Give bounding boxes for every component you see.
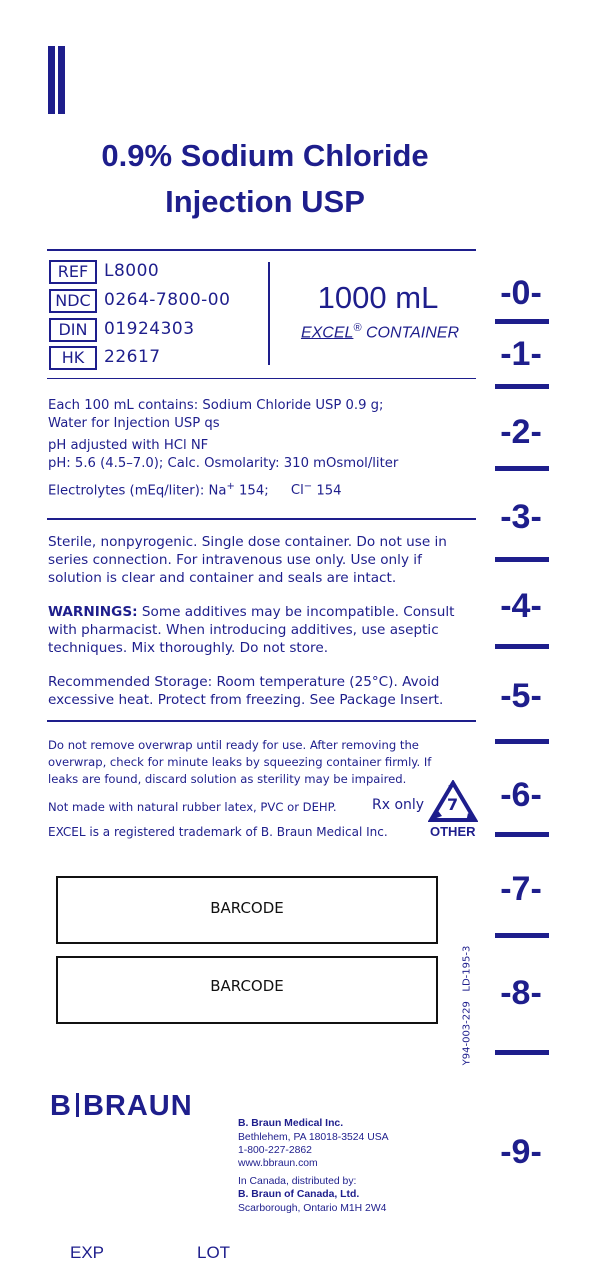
address-phone: 1-800-227-2862 [238, 1145, 312, 1156]
canada-city: Scarborough, Ontario M1H 2W4 [238, 1203, 387, 1214]
braun-logo [50, 1090, 193, 1123]
recycle-label: OTHER [430, 824, 476, 839]
graduation-8: -8- [500, 974, 542, 1012]
address-web: www.bbraun.com [238, 1158, 318, 1169]
canada-note: In Canada, distributed by: [238, 1176, 357, 1187]
code-divider-vertical [268, 262, 270, 365]
latex-statement: Not made with natural rubber latex, PVC or DEHP. [48, 800, 337, 814]
code-label-din: DIN [49, 318, 97, 342]
sterile-line3: solution is clear and container and seals are intact. [48, 570, 397, 586]
sodium-superscript: + [226, 481, 235, 492]
code-value-ndc: 0264-7800-00 [104, 290, 231, 310]
chloride-value: 154 [316, 483, 342, 499]
warnings-line3: techniques. Mix thoroughly. Do not store. [48, 640, 329, 656]
registered-mark: ® [353, 322, 362, 334]
braun-logo-name: BRAUN [82, 1090, 193, 1122]
product-title-line1: 0.9% Sodium Chloride [101, 138, 429, 173]
divider-after-storage [47, 720, 476, 722]
warnings-label: WARNINGS: [48, 604, 138, 620]
composition-line3: pH adjusted with HCl NF [48, 438, 209, 453]
code-value-hk: 22617 [104, 347, 161, 367]
canada-company: B. Braun of Canada, Ltd. [238, 1189, 360, 1200]
divider-after-composition [47, 518, 476, 520]
header-bar-left [48, 46, 55, 114]
divider-top [47, 249, 476, 251]
lot-label: LOT [197, 1243, 231, 1262]
graduation-7: -7- [500, 870, 542, 908]
recycle-symbol [428, 780, 478, 840]
sodium-value: 154; [239, 483, 269, 499]
sterile-line1: Sterile, nonpyrogenic. Single dose container. Do not use in [48, 534, 447, 550]
composition-line2: Water for Injection USP qs [48, 416, 220, 431]
barcode-box-2: BARCODE [56, 956, 438, 1024]
graduation-tick-2 [495, 384, 549, 389]
volume-amount: 1000 mL [317, 280, 439, 315]
exp-label: EXP [70, 1243, 105, 1262]
code-label-ref: REF [49, 260, 97, 284]
excel-wordmark: EXCEL [300, 324, 354, 342]
graduation-tick-3 [495, 466, 549, 471]
recycle-number: 7 [447, 795, 459, 814]
address-company: B. Braun Medical Inc. [238, 1118, 344, 1129]
composition-line4: pH: 5.6 (4.5–7.0); Calc. Osmolarity: 310 mOsmol/liter [48, 456, 399, 471]
overwrap-line2: overwrap, check for minute leaks by squeezing container firmly. If [48, 755, 432, 769]
overwrap-line3: leaks are found, discard solution as sterility may be impaired. [48, 772, 407, 786]
composition-line1: Each 100 mL contains: Sodium Chloride USP 0.9 g; [48, 398, 384, 413]
graduation-tick-1 [495, 319, 549, 324]
warnings-text [48, 603, 478, 657]
graduation-2: -2- [500, 413, 542, 451]
graduation-tick-5 [495, 644, 549, 649]
code-label-hk: HK [49, 346, 97, 370]
trademark-note: EXCEL is a registered trademark of B. Braun Medical Inc. [48, 825, 388, 839]
warnings-line2: with pharmacist. When introducing additives, use aseptic [48, 622, 439, 638]
graduation-5: -5- [500, 677, 542, 715]
electrolytes-line [48, 478, 478, 500]
container-name [280, 322, 480, 342]
code-value-din: 01924303 [104, 319, 195, 339]
graduation-1: -1- [500, 335, 542, 373]
side-code: Y94-003-229 LD-195-3 [461, 945, 473, 1066]
graduation-4: -4- [500, 587, 542, 625]
overwrap-line1: Do not remove overwrap until ready for use. After removing the [48, 738, 419, 752]
storage-line1: Recommended Storage: Room temperature (25°C). Avoid [48, 674, 440, 690]
electrolytes-prefix: Electrolytes (mEq/liter): Na [48, 483, 227, 499]
container-word: CONTAINER [365, 324, 460, 342]
composition-block [48, 397, 478, 500]
barcode-box-1: BARCODE [56, 876, 438, 944]
graduation-tick-7 [495, 832, 549, 837]
braun-logo-b: B [50, 1090, 72, 1122]
graduation-3: -3- [500, 498, 542, 536]
graduation-6: -6- [500, 776, 542, 814]
overwrap-text [48, 737, 488, 788]
code-label-ndc: NDC [49, 289, 97, 313]
code-value-ref: L8000 [104, 261, 160, 281]
braun-logo-separator [76, 1093, 79, 1117]
storage-text [48, 673, 478, 709]
chloride-label: Cl [290, 483, 304, 499]
sterile-line2: series connection. For intravenous use only. Use only if [48, 552, 422, 568]
graduation-tick-9 [495, 1050, 549, 1055]
sterile-text [48, 533, 478, 587]
graduation-0: -0- [500, 274, 542, 312]
address-city: Bethlehem, PA 18018-3524 USA [238, 1132, 389, 1143]
rx-only: Rx only [372, 797, 425, 813]
warnings-line1 [48, 603, 478, 621]
divider-after-codes [47, 378, 476, 379]
warnings-line1-text: Some additives may be incompatible. Consult [137, 604, 455, 620]
graduation-tick-6 [495, 739, 549, 744]
graduation-9: -9- [500, 1133, 542, 1171]
header-bar-right [58, 46, 65, 114]
storage-line2: excessive heat. Protect from freezing. See Package Insert. [48, 692, 444, 708]
graduation-tick-8 [495, 933, 549, 938]
product-title-line2: Injection USP [165, 184, 365, 219]
chloride-superscript: − [303, 481, 313, 492]
graduation-tick-4 [495, 557, 549, 562]
